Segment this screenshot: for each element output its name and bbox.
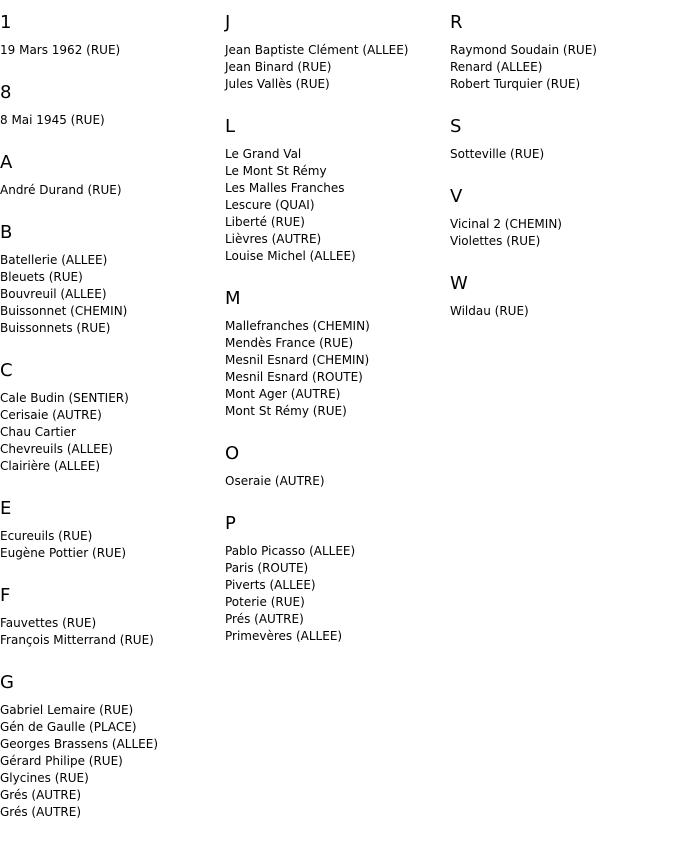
group-letter: P: [225, 513, 236, 534]
letter-group-j: [225, 12, 445, 93]
street-item: Renard (ALLEE): [450, 60, 543, 74]
street-item: Liberté (RUE): [225, 215, 305, 229]
street-list: [0, 182, 220, 199]
street-item: Jules Vallès (RUE): [225, 77, 330, 91]
street-item: Primevères (ALLEE): [225, 629, 343, 643]
street-item: Raymond Soudain (RUE): [450, 43, 597, 57]
street-item: 19 Mars 1962 (RUE): [0, 43, 121, 57]
street-item: François Mitterrand (RUE): [0, 633, 154, 647]
street-item: Mont St Rémy (RUE): [225, 404, 347, 418]
street-list: [225, 42, 445, 93]
street-item: Eugène Pottier (RUE): [0, 546, 127, 560]
street-list: [225, 146, 445, 265]
group-letter: C: [0, 360, 13, 381]
street-list: [0, 252, 220, 337]
letter-group-g: [0, 672, 220, 821]
street-item: Fauvettes (RUE): [0, 616, 97, 630]
group-letter: G: [0, 672, 14, 693]
group-letter: W: [450, 273, 468, 294]
street-item: Georges Brassens (ALLEE): [0, 737, 158, 751]
group-letter: L: [225, 116, 236, 137]
group-letter: 8: [0, 82, 12, 103]
street-list: [225, 318, 445, 420]
street-item: Louise Michel (ALLEE): [225, 249, 356, 263]
index-column-1: [0, 12, 220, 844]
index-column-2: [225, 12, 445, 668]
letter-group-c: [0, 360, 220, 475]
street-item: Paris (ROUTE): [225, 561, 309, 575]
street-list: [450, 216, 670, 250]
street-item: André Durand (RUE): [0, 183, 122, 197]
street-item: Clairière (ALLEE): [0, 459, 101, 473]
group-letter: V: [450, 186, 463, 207]
letter-group-8: [0, 82, 220, 129]
letter-group-b: [0, 222, 220, 337]
street-item: Vicinal 2 (CHEMIN): [450, 217, 562, 231]
street-list: [0, 42, 220, 59]
street-item: Les Malles Franches: [225, 181, 345, 195]
street-item: Jean Baptiste Clément (ALLEE): [225, 43, 409, 57]
street-list: [0, 390, 220, 475]
street-list: [0, 702, 220, 821]
index-column-3: [450, 12, 670, 343]
street-item: Buissonnets (RUE): [0, 321, 111, 335]
street-item: Glycines (RUE): [0, 771, 89, 785]
street-item: Le Grand Val: [225, 147, 302, 161]
letter-group-w: [450, 273, 670, 320]
street-item: Cale Budin (SENTIER): [0, 391, 129, 405]
street-item: Lièvres (AUTRE): [225, 232, 322, 246]
street-item: Piverts (ALLEE): [225, 578, 316, 592]
letter-group-r: [450, 12, 670, 93]
street-item: Chau Cartier: [0, 425, 76, 439]
letter-group-p: [225, 513, 445, 645]
street-item: Pablo Picasso (ALLEE): [225, 544, 356, 558]
letter-group-a: [0, 152, 220, 199]
letter-group-f: [0, 585, 220, 649]
street-item: Sotteville (RUE): [450, 147, 545, 161]
letter-group-1: [0, 12, 220, 59]
street-item: Mallefranches (CHEMIN): [225, 319, 370, 333]
letter-group-m: [225, 288, 445, 420]
street-item: Poterie (RUE): [225, 595, 305, 609]
street-item: Cerisaie (AUTRE): [0, 408, 102, 422]
street-list: [225, 543, 445, 645]
group-letter: F: [0, 585, 11, 606]
group-letter: B: [0, 222, 13, 243]
group-letter: A: [0, 152, 13, 173]
street-item: Gérard Philipe (RUE): [0, 754, 123, 768]
street-item: Le Mont St Rémy: [225, 164, 327, 178]
street-item: Violettes (RUE): [450, 234, 541, 248]
letter-group-v: [450, 186, 670, 250]
street-list: [450, 42, 670, 93]
street-item: Gabriel Lemaire (RUE): [0, 703, 134, 717]
street-item: Grés (AUTRE): [0, 788, 82, 802]
street-item: Mesnil Esnard (CHEMIN): [225, 353, 370, 367]
street-item: Lescure (QUAI): [225, 198, 315, 212]
street-list: [450, 303, 670, 320]
street-item: Bleuets (RUE): [0, 270, 83, 284]
street-list: [0, 615, 220, 649]
street-item: Robert Turquier (RUE): [450, 77, 581, 91]
street-list: [225, 473, 445, 490]
street-list: [0, 528, 220, 562]
street-item: Mendès France (RUE): [225, 336, 354, 350]
letter-group-o: [225, 443, 445, 490]
group-letter: M: [225, 288, 241, 309]
street-item: Prés (AUTRE): [225, 612, 304, 626]
group-letter: S: [450, 116, 462, 137]
street-item: 8 Mai 1945 (RUE): [0, 113, 105, 127]
street-item: Bouvreuil (ALLEE): [0, 287, 107, 301]
street-item: Chevreuils (ALLEE): [0, 442, 113, 456]
street-item: Oseraie (AUTRE): [225, 474, 325, 488]
street-list: [450, 146, 670, 163]
letter-group-s: [450, 116, 670, 163]
street-item: Jean Binard (RUE): [225, 60, 332, 74]
letter-group-e: [0, 498, 220, 562]
street-item: Ecureuils (RUE): [0, 529, 93, 543]
street-item: Buissonnet (CHEMIN): [0, 304, 128, 318]
group-letter: J: [225, 12, 231, 33]
street-item: Mesnil Esnard (ROUTE): [225, 370, 363, 384]
group-letter: E: [0, 498, 12, 519]
street-list: [0, 112, 220, 129]
street-item: Gén de Gaulle (PLACE): [0, 720, 137, 734]
group-letter: 1: [0, 12, 12, 33]
street-item: Batellerie (ALLEE): [0, 253, 108, 267]
street-item: Wildau (RUE): [450, 304, 529, 318]
street-item: Grés (AUTRE): [0, 805, 82, 819]
group-letter: O: [225, 443, 240, 464]
group-letter: R: [450, 12, 463, 33]
street-item: Mont Ager (AUTRE): [225, 387, 341, 401]
letter-group-l: [225, 116, 445, 265]
